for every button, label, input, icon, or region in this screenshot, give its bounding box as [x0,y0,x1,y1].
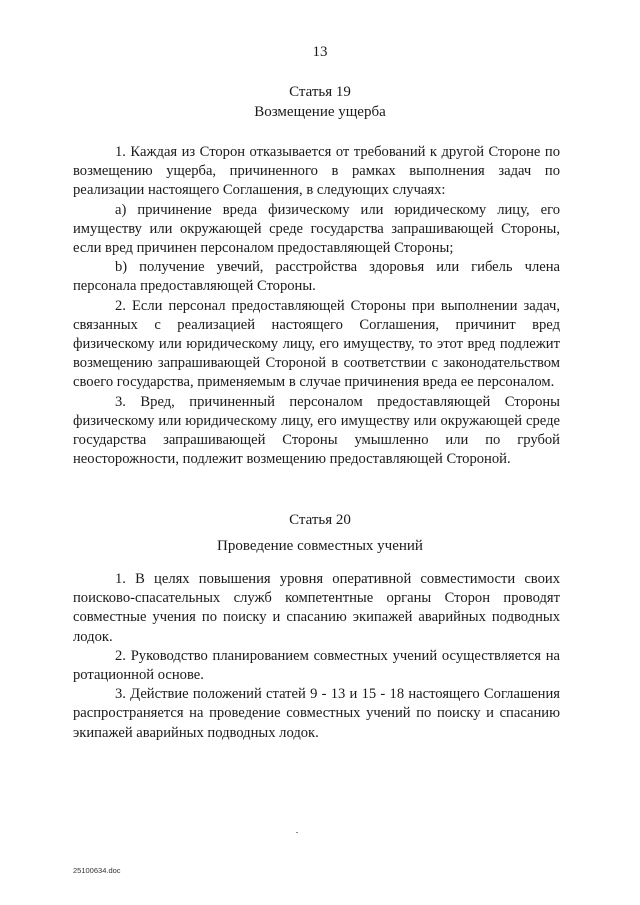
paragraph: 3. Действие положений статей 9 - 13 и 15 - 18 настоящего Соглашения распространяется на проведение совместных учений по поиску и спасанию экипажей аварийных подводных лодок. [73,686,560,741]
article-20-heading [0,510,640,556]
paragraph: b) получение увечий, расстройства здоровья или гибель члена персонала предоставляющей Стороны. [73,259,560,295]
article-subtitle: Возмещение ущерба [254,104,386,120]
article-19-heading [0,82,640,122]
paragraph: 2. Руководство планированием совместных учений осуществляется на ротационной основе. [73,647,560,684]
paragraph: 2. Если персонал предоставляющей Стороны при выполнении задач, связанных с реализацией настоящего Соглашения, причинит вред физическому или юридическому лицу, его имуществу, то этот вред подлежит возмещению запрашивающей Стороной в соответствии с законодательством своего государства, применяемым в случае причинения вреда ее персоналом. [73,297,560,391]
article-title: Статья 19 [289,84,351,100]
scan-speck [296,832,298,833]
page-number: 13 [312,44,328,60]
article-19-body [73,143,560,469]
article-20-body [73,570,560,743]
article-subtitle: Проведение совместных учений [217,538,423,554]
article-title: Статья 20 [289,512,351,528]
paragraph: 1. Каждая из Сторон отказывается от требований к другой Стороне по возмещению ущерба, причиненного в рамках выполнения задач по реализации настоящего Соглашения, в следующих случаях: [73,144,560,199]
paragraph: a) причинение вреда физическому или юридическому лицу, его имуществу или окружающей среде государства запрашивающей Стороны, если вред причинен персоналом предоставляющей Стороны; [73,201,560,257]
paragraph: 1. В целях повышения уровня оперативной совместимости своих поисково-спасательных служб компетентные органы Сторон проводят совместные учения по поиску и спасанию экипажей аварийных подводных лодок. [73,571,560,645]
paragraph: 3. Вред, причиненный персоналом предоставляющей Стороны физическому или юридическому лицу, его имуществу или окружающей среде государства запрашивающей Стороны умышленно или по грубой неосторожности, подлежит возмещению предоставляющей Стороной. [73,393,560,468]
file-code: 25100634.doc [73,866,121,875]
